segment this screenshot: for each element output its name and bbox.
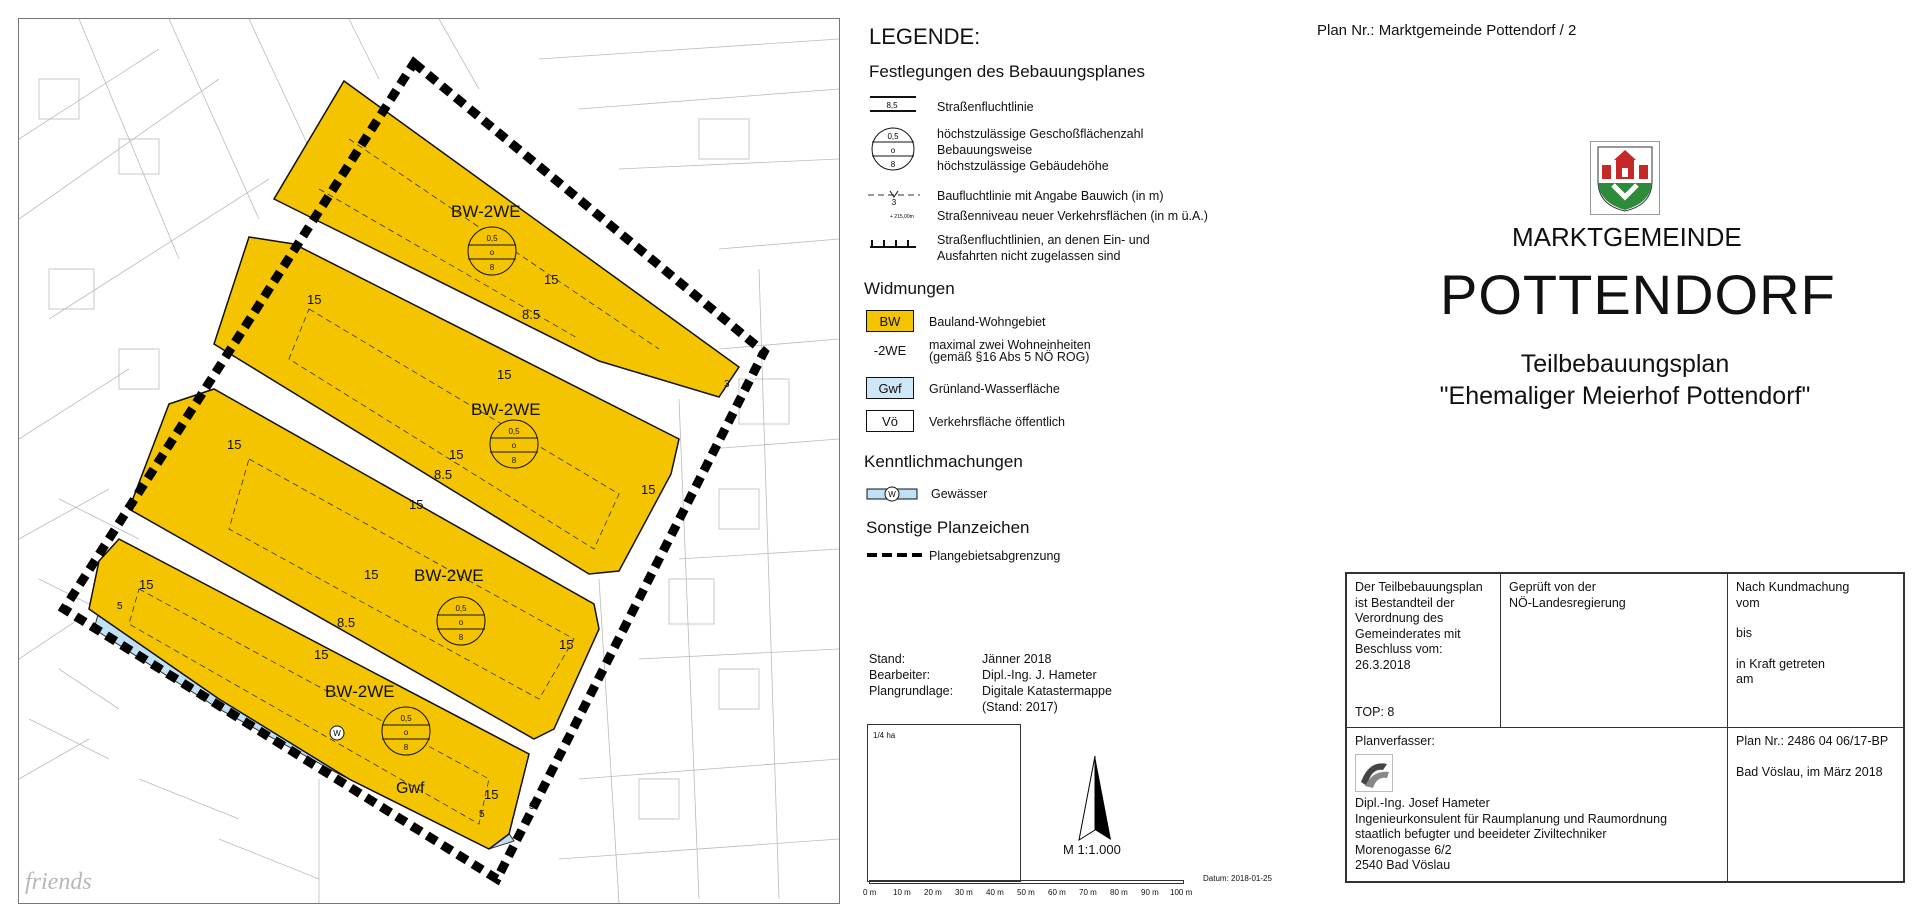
scale-tick-0: 0 m <box>863 888 877 897</box>
zone-label-1: BW-2WE <box>451 202 521 221</box>
verfasser-status: staatlich befugter und beeideter Ziviltechniker <box>1355 827 1607 841</box>
svg-text:0,5: 0,5 <box>455 604 467 613</box>
legend-section-festlegungen: Festlegungen des Bebauungsplanes <box>869 62 1145 81</box>
svg-text:15: 15 <box>409 497 424 512</box>
beschluss-line-5: Beschluss vom: <box>1355 642 1443 656</box>
legend-boundary-symbol <box>866 550 926 560</box>
svg-text:o: o <box>403 728 409 737</box>
svg-text:0,5: 0,5 <box>400 714 412 723</box>
legend-item-einfahrt-2: Ausfahrten nicht zugelassen sind <box>937 249 1121 263</box>
svg-text:15: 15 <box>484 787 499 802</box>
scale-tick-2: 20 m <box>924 888 942 897</box>
meta-bearbeiter-label: Bearbeiter: <box>869 668 931 682</box>
svg-text:15: 15 <box>559 637 574 652</box>
legend-widmung-2we: maximal zwei Wohneinheiten <box>929 338 1091 352</box>
verfasser-city: 2540 Bad Vöslau <box>1355 858 1451 872</box>
legend-widmung-bw: Bauland-Wohngebiet <box>929 315 1046 329</box>
svg-text:15: 15 <box>307 292 322 307</box>
svg-text:15: 15 <box>314 647 329 662</box>
svg-text:0,5: 0,5 <box>508 427 520 436</box>
svg-text:15: 15 <box>139 577 154 592</box>
plan-map[interactable] <box>18 18 840 904</box>
legend-item-strassenniveau: Straßenniveau neuer Verkehrsflächen (in m ü.A.) <box>937 209 1208 223</box>
gemeinde-name: POTTENDORF <box>1440 263 1836 326</box>
legend-item-gfz: höchstzulässige Geschoßflächenzahl <box>937 127 1144 141</box>
water-marker <box>330 726 344 740</box>
svg-text:15: 15 <box>364 567 379 582</box>
info-table <box>1345 572 1905 883</box>
svg-text:o: o <box>890 146 896 155</box>
kundmachung-am: am <box>1736 672 1754 686</box>
area-reference-box <box>867 724 1021 882</box>
legend-symbols <box>868 95 920 275</box>
ort-datum: Bad Vöslau, im März 2018 <box>1736 764 1883 779</box>
legend-section-kenntlich: Kenntlichmachungen <box>864 452 1023 471</box>
svg-text:W: W <box>888 490 896 499</box>
scale-tick-10: 100 m <box>1170 888 1193 897</box>
svg-text:o: o <box>458 618 464 627</box>
map-drawing <box>19 19 839 903</box>
svg-text:3: 3 <box>529 801 535 812</box>
legend-widmung-vo: Verkehrsfläche öffentlich <box>929 415 1065 429</box>
schablone-3 <box>437 597 485 645</box>
svg-text:15: 15 <box>227 437 242 452</box>
legend-section-sonstige: Sonstige Planzeichen <box>866 518 1030 537</box>
beschluss-line-3: Verordnung des <box>1355 611 1444 625</box>
geprueft-line-2: NÖ-Landesregierung <box>1509 595 1626 610</box>
legend-item-bauweise: Bebauungsweise <box>937 143 1033 157</box>
legend-item-einfahrt-1: Straßenfluchtlinien, an denen Ein- und <box>937 233 1150 247</box>
area-label: 1/4 ha <box>873 731 896 740</box>
plan-name: "Ehemaliger Meierhof Pottendorf" <box>1439 382 1811 410</box>
meta-bearbeiter-value: Dipl.-Ing. J. Hameter <box>982 668 1097 682</box>
schablone-1 <box>468 227 516 275</box>
verfasser-title: Ingenieurkonsulent für Raumplanung und Raumordnung <box>1355 811 1668 826</box>
svg-text:5: 5 <box>479 809 485 820</box>
svg-text:8: 8 <box>458 633 464 642</box>
svg-text:15: 15 <box>497 367 512 382</box>
swatch-2we: -2WE <box>873 343 907 358</box>
schablone-2 <box>490 420 538 468</box>
svg-text:W: W <box>333 729 341 738</box>
schablone-4 <box>382 707 430 755</box>
svg-text:o: o <box>489 248 495 257</box>
svg-text:+ 215,00m: + 215,00m <box>890 214 914 220</box>
swatch-bw: BW <box>866 310 914 332</box>
svg-text:o: o <box>511 441 517 450</box>
beschluss-date: 26.3.2018 <box>1355 657 1411 672</box>
svg-text:0,5: 0,5 <box>486 234 498 243</box>
legend-title: LEGENDE: <box>869 24 981 49</box>
svg-text:15: 15 <box>641 482 656 497</box>
legend-item-strassenflucht: Straßenfluchtlinie <box>937 100 1034 114</box>
scale-tick-5: 50 m <box>1017 888 1035 897</box>
svg-text:8: 8 <box>489 263 495 272</box>
svg-text:8.5: 8.5 <box>337 615 356 630</box>
plan-date: Datum: 2018-01-25 <box>1203 874 1272 883</box>
verfasser-street: Morenogasse 6/2 <box>1355 842 1452 857</box>
cell-planverfasser <box>1346 727 1728 882</box>
scale-ratio: M 1:1.000 <box>1063 842 1121 857</box>
scale-tick-3: 30 m <box>955 888 973 897</box>
meta-grundlage-value: Digitale Katastermappe <box>982 684 1112 698</box>
legend-item-hoehe: höchstzulässige Gebäudehöhe <box>937 159 1109 173</box>
scale-bar <box>869 880 1184 884</box>
cell-geprueft <box>1500 573 1728 728</box>
legend-plangebiet: Plangebietsabgrenzung <box>929 549 1061 563</box>
meta-grundlage-label: Plangrundlage: <box>869 684 954 698</box>
zone-label-4: BW-2WE <box>325 682 395 701</box>
watermark: friends <box>25 869 92 895</box>
svg-text:8: 8 <box>403 743 409 752</box>
svg-text:3: 3 <box>724 379 730 390</box>
svg-text:15: 15 <box>544 272 559 287</box>
zone-label-2: BW-2WE <box>471 400 541 419</box>
north-arrow-icon <box>1073 754 1117 846</box>
zone-label-3: BW-2WE <box>414 566 484 585</box>
swatch-gwf: Gwf <box>866 377 914 399</box>
meta-stand-value: Jänner 2018 <box>982 652 1052 666</box>
beschluss-line-1: Der Teilbebauungsplan <box>1355 580 1483 594</box>
svg-text:15: 15 <box>449 447 464 462</box>
svg-text:8: 8 <box>890 160 896 169</box>
cell-kundmachung <box>1727 573 1904 728</box>
scale-tick-1: 10 m <box>893 888 911 897</box>
legend-water-symbol <box>866 484 918 504</box>
svg-text:8.5: 8.5 <box>434 467 453 482</box>
scale-tick-8: 80 m <box>1110 888 1128 897</box>
swatch-vo: Vö <box>866 410 914 432</box>
scale-tick-6: 60 m <box>1048 888 1066 897</box>
coat-of-arms-icon <box>1590 141 1660 215</box>
plan-number-header: Plan Nr.: Marktgemeinde Pottendorf / 2 <box>1317 22 1577 39</box>
top-number: TOP: 8 <box>1355 705 1395 719</box>
plan-type: Teilbebauungsplan <box>1520 350 1730 378</box>
gwf-label: Gwf <box>396 780 425 797</box>
legend-section-widmungen: Widmungen <box>864 279 955 298</box>
svg-text:3: 3 <box>891 198 897 207</box>
planverfasser-label: Planverfasser: <box>1355 734 1435 748</box>
plan-number: Plan Nr.: 2486 04 06/17-BP <box>1736 734 1889 748</box>
kundmachung-line-1: Nach Kundmachung <box>1736 580 1850 594</box>
meta-stand-label: Stand: <box>869 652 906 666</box>
legend-widmung-2we-ref: (gemäß §16 Abs 5 NÖ ROG) <box>929 350 1090 364</box>
kundmachung-bis: bis <box>1736 626 1752 640</box>
svg-text:8.5: 8.5 <box>522 307 541 322</box>
ziviltechniker-logo-icon <box>1355 754 1393 792</box>
beschluss-line-4: Gemeinderates mit <box>1355 626 1461 641</box>
legend-widmung-gwf: Grünland-Wasserfläche <box>929 382 1060 396</box>
kundmachung-vom: vom <box>1736 595 1760 610</box>
scale-tick-7: 70 m <box>1079 888 1097 897</box>
kundmachung-kraft: in Kraft getreten <box>1736 656 1825 671</box>
geprueft-line-1: Geprüft von der <box>1509 580 1596 594</box>
svg-text:8,5: 8,5 <box>886 101 898 110</box>
cell-beschluss <box>1346 573 1501 728</box>
svg-text:0,5: 0,5 <box>887 132 899 141</box>
beschluss-line-2: ist Bestandteil der <box>1355 595 1455 610</box>
legend-gewaesser: Gewässer <box>931 487 988 501</box>
svg-text:5: 5 <box>117 601 123 612</box>
scale-tick-4: 40 m <box>986 888 1004 897</box>
meta-grundlage-value2: (Stand: 2017) <box>982 700 1058 714</box>
verfasser-name: Dipl.-Ing. Josef Hameter <box>1355 796 1490 810</box>
legend-item-baufluchtlinie: Baufluchtlinie mit Angabe Bauwich (in m) <box>937 189 1164 203</box>
svg-text:8: 8 <box>511 456 517 465</box>
cell-plan-nr <box>1727 727 1904 882</box>
gemeinde-label: MARKTGEMEINDE <box>1512 222 1742 252</box>
scale-tick-9: 90 m <box>1141 888 1159 897</box>
